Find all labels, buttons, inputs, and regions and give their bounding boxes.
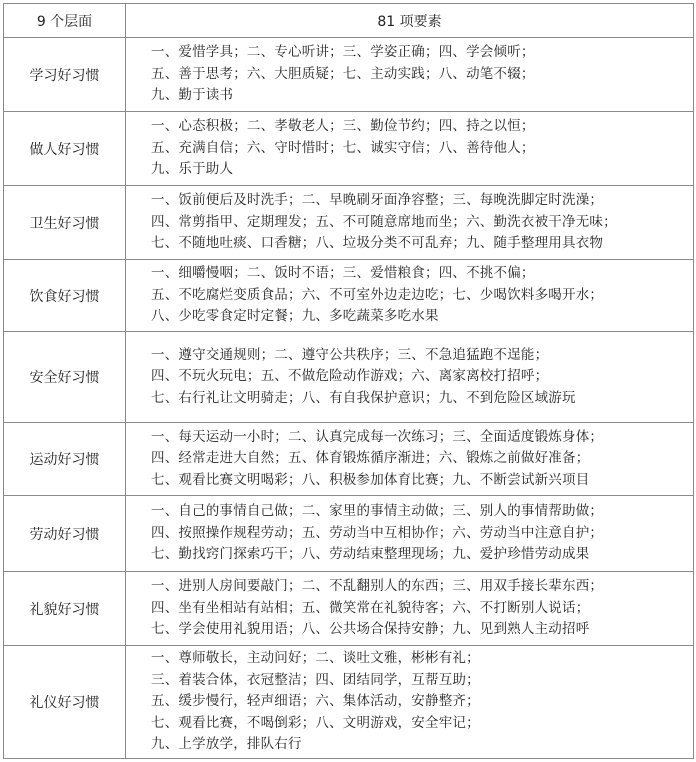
row-items: [126, 646, 694, 759]
item-line: 九、乐于助人: [151, 161, 234, 178]
table-row: [4, 260, 694, 332]
row-items: [126, 112, 694, 186]
row-items: [126, 332, 694, 423]
item-line: 一、尊师敬长，主动问好；二、谈吐文雅，彬彬有礼；: [151, 650, 480, 667]
row-category: 卫生好习惯: [4, 186, 126, 260]
table-row: [4, 496, 694, 572]
item-line: 五、不吃腐烂变质食品；六、不可室外边走边吃；七、少喝饮料多喝开水；: [151, 286, 604, 303]
item-line: 七、勤找窍门探索巧干；八、劳动结束整理现场；九、爱护珍惜劳动成果: [151, 546, 590, 563]
item-line: 五、充满自信；六、守时惜时；七、诚实守信；八、善待他人；: [151, 139, 535, 156]
item-line: 八、少吃零食定时定餐；九、多吃蔬菜多吃水果: [151, 308, 439, 325]
item-line: 一、饭前便后及时洗手；二、早晚刷牙面净容整；三、每晚洗脚定时洗澡；: [151, 192, 604, 209]
row-category: 饮食好习惯: [4, 260, 126, 332]
row-category: 礼貌好习惯: [4, 572, 126, 646]
table-row: [4, 186, 694, 260]
row-category: 安全好习惯: [4, 332, 126, 423]
table-row: [4, 423, 694, 496]
item-line: 四、不玩火玩电；五、不做危险动作游戏；六、离家离校打招呼；: [151, 368, 549, 385]
item-line: 五、缓步慢行，轻声细语；六、集体活动，安静整齐；: [151, 693, 480, 710]
row-category: 运动好习惯: [4, 423, 126, 496]
row-category: 学习好习惯: [4, 38, 126, 112]
item-line: 四、经常走进大自然；五、体育锻炼循序渐进；六、锻炼之前做好准备；: [151, 450, 590, 467]
row-items: [126, 572, 694, 646]
item-line: 九、勤于读书: [151, 87, 234, 104]
item-line: 五、善于思考；六、大胆质疑；七、主动实践；八、动笔不辍；: [151, 65, 535, 82]
row-items: [126, 423, 694, 496]
item-line: 九、上学放学，排队右行: [151, 736, 302, 753]
item-line: 一、每天运动一小时；二、认真完成每一次练习；三、全面适度锻炼身体；: [151, 428, 604, 445]
row-items: [126, 260, 694, 332]
item-line: 一、爱惜学具；二、专心听讲；三、学姿正确；四、学会倾听；: [151, 44, 535, 61]
table-row: [4, 38, 694, 112]
item-line: 一、自己的事情自己做；二、家里的事情主动做；三、别人的事情帮助做；: [151, 503, 604, 520]
row-items: [126, 496, 694, 572]
item-line: 四、按照操作规程劳动；五、劳动当中互相协作；六、劳动当中注意自护；: [151, 524, 604, 541]
item-line: 一、进别人房间要敲门；二、不乱翻别人的东西；三、用双手接长辈东西；: [151, 578, 604, 595]
item-line: 四、常剪指甲、定期理发；五、不可随意席地而坐；六、勤洗衣被干净无味；: [151, 213, 617, 230]
table-row: [4, 572, 694, 646]
item-line: 七、不随地吐痰、口香糖；八、垃圾分类不可乱弃；九、随手整理用具衣物: [151, 235, 604, 252]
item-line: 七、右行礼让文明骑走；八、有自我保护意识；九、不到危险区域游玩: [151, 389, 576, 406]
header-row: [4, 4, 694, 38]
header-levels: 9 个层面: [4, 4, 126, 38]
item-line: 七、观看比赛文明喝彩；八、积极参加体育比赛；九、不断尝试新兴项目: [151, 471, 590, 488]
item-line: 一、遵守交通规则；二、遵守公共秩序；三、不急追猛跑不逞能；: [151, 346, 549, 363]
item-line: 七、学会使用礼貌用语；八、公共场合保持安静；九、见到熟人主动招呼: [151, 621, 590, 638]
table-row: [4, 646, 694, 759]
item-line: 七、观看比赛，不喝倒彩；八、文明游戏，安全牢记；: [151, 714, 480, 731]
item-line: 一、细嚼慢咽；二、饭时不语；三、爱惜粮食；四、不挑不偏；: [151, 265, 535, 282]
row-items: [126, 38, 694, 112]
table-row: [4, 332, 694, 423]
table-row: [4, 112, 694, 186]
row-category: 礼仪好习惯: [4, 646, 126, 759]
row-category: 劳动好习惯: [4, 496, 126, 572]
item-line: 三、着装合体，衣冠整洁；四、团结同学，互帮互助；: [151, 671, 480, 688]
row-items: [126, 186, 694, 260]
header-elements: 81 项要素: [126, 4, 694, 38]
item-line: 四、坐有坐相站有站相；五、微笑常在礼貌待客；六、不打断别人说话；: [151, 599, 590, 616]
row-category: 做人好习惯: [4, 112, 126, 186]
item-line: 一、心态积极；二、孝敬老人；三、勤俭节约；四、持之以恒；: [151, 118, 535, 135]
habits-table: [3, 3, 694, 759]
